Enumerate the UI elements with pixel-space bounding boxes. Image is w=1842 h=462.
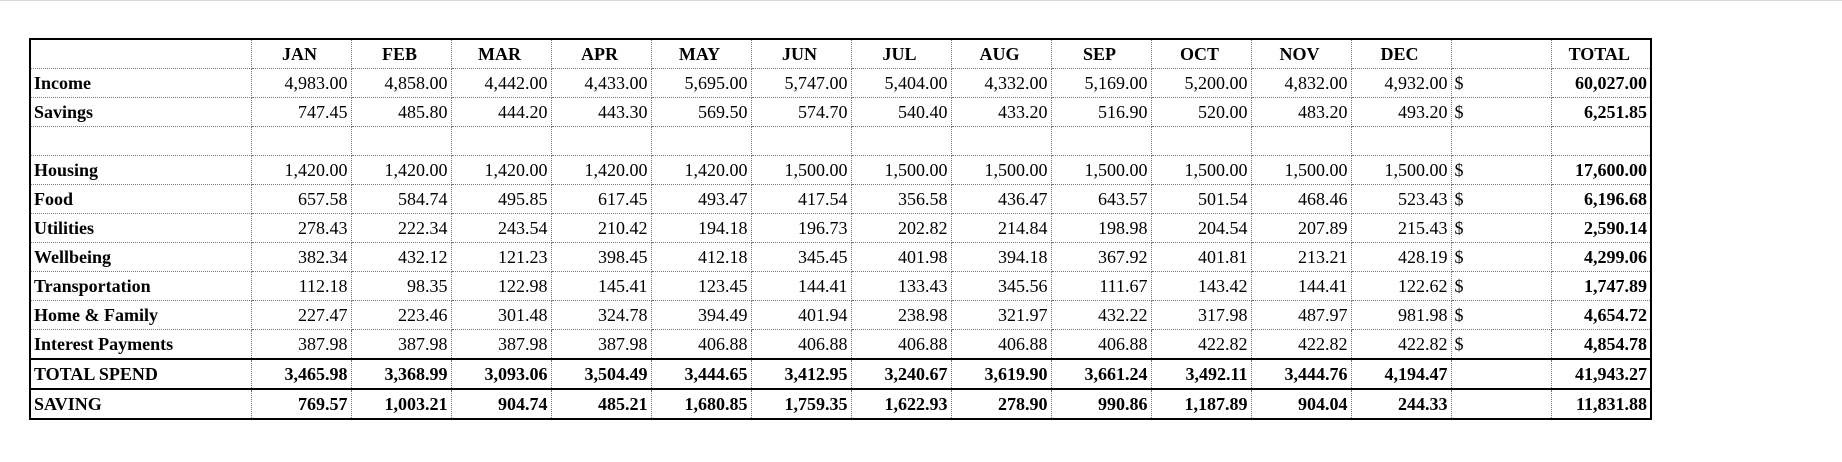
- row-total-cell: 2,590.14: [1551, 214, 1651, 243]
- row-total-cell: 11,831.88: [1551, 389, 1651, 419]
- header-cell-nov: NOV: [1251, 39, 1351, 69]
- month-value-cell: 406.88: [951, 330, 1051, 360]
- header-cell-label: [30, 39, 251, 69]
- month-value-cell: 214.84: [951, 214, 1051, 243]
- month-value-cell: 1,187.89: [1151, 389, 1251, 419]
- month-value-cell: 428.19: [1351, 243, 1451, 272]
- row-total-cell: 4,299.06: [1551, 243, 1651, 272]
- month-value-cell: [1151, 127, 1251, 156]
- month-value-cell: 1,500.00: [1251, 156, 1351, 185]
- table-row: [30, 272, 1651, 301]
- month-value-cell: 540.40: [851, 98, 951, 127]
- month-value-cell: 398.45: [551, 243, 651, 272]
- currency-symbol-cell: $: [1451, 243, 1551, 272]
- month-value-cell: 1,420.00: [351, 156, 451, 185]
- month-value-cell: 345.56: [951, 272, 1051, 301]
- row-total-cell: 17,600.00: [1551, 156, 1651, 185]
- month-value-cell: 433.20: [951, 98, 1051, 127]
- month-value-cell: [351, 127, 451, 156]
- table-row: [30, 185, 1651, 214]
- row-total-cell: 6,196.68: [1551, 185, 1651, 214]
- month-value-cell: 520.00: [1151, 98, 1251, 127]
- month-value-cell: 468.46: [1251, 185, 1351, 214]
- month-value-cell: 244.33: [1351, 389, 1451, 419]
- month-value-cell: 5,200.00: [1151, 69, 1251, 98]
- month-value-cell: 643.57: [1051, 185, 1151, 214]
- row-total-cell: 6,251.85: [1551, 98, 1651, 127]
- month-value-cell: 493.20: [1351, 98, 1451, 127]
- month-value-cell: 406.88: [1051, 330, 1151, 360]
- month-value-cell: 3,661.24: [1051, 359, 1151, 389]
- month-value-cell: 5,695.00: [651, 69, 751, 98]
- month-value-cell: 4,433.00: [551, 69, 651, 98]
- month-value-cell: 523.43: [1351, 185, 1451, 214]
- month-value-cell: 145.41: [551, 272, 651, 301]
- header-row: [30, 39, 1651, 69]
- month-value-cell: 4,442.00: [451, 69, 551, 98]
- table-body: [30, 69, 1651, 420]
- month-value-cell: 4,858.00: [351, 69, 451, 98]
- table-row: [30, 301, 1651, 330]
- month-value-cell: 1,500.00: [1051, 156, 1151, 185]
- month-value-cell: [251, 127, 351, 156]
- month-value-cell: 4,332.00: [951, 69, 1051, 98]
- month-value-cell: 223.46: [351, 301, 451, 330]
- row-label: Income: [30, 69, 251, 98]
- currency-symbol-cell: [1451, 127, 1551, 156]
- row-label: TOTAL SPEND: [30, 359, 251, 389]
- currency-symbol-cell: $: [1451, 156, 1551, 185]
- header-cell-oct: OCT: [1151, 39, 1251, 69]
- table-row: [30, 214, 1651, 243]
- row-label: Interest Payments: [30, 330, 251, 360]
- month-value-cell: [1251, 127, 1351, 156]
- month-value-cell: 204.54: [1151, 214, 1251, 243]
- month-value-cell: 345.45: [751, 243, 851, 272]
- header-cell-jun: JUN: [751, 39, 851, 69]
- currency-symbol-cell: $: [1451, 69, 1551, 98]
- month-value-cell: 432.22: [1051, 301, 1151, 330]
- month-value-cell: 301.48: [451, 301, 551, 330]
- month-value-cell: [1051, 127, 1151, 156]
- month-value-cell: 144.41: [751, 272, 851, 301]
- month-value-cell: 1,420.00: [451, 156, 551, 185]
- month-value-cell: 122.98: [451, 272, 551, 301]
- month-value-cell: 227.47: [251, 301, 351, 330]
- month-value-cell: 387.98: [251, 330, 351, 360]
- month-value-cell: 574.70: [751, 98, 851, 127]
- month-value-cell: 990.86: [1051, 389, 1151, 419]
- month-value-cell: 5,169.00: [1051, 69, 1151, 98]
- month-value-cell: 516.90: [1051, 98, 1151, 127]
- month-value-cell: 382.34: [251, 243, 351, 272]
- row-total-cell: 4,654.72: [1551, 301, 1651, 330]
- month-value-cell: 584.74: [351, 185, 451, 214]
- currency-symbol-cell: $: [1451, 214, 1551, 243]
- month-value-cell: 356.58: [851, 185, 951, 214]
- month-value-cell: 1,420.00: [651, 156, 751, 185]
- month-value-cell: 1,500.00: [1151, 156, 1251, 185]
- month-value-cell: 387.98: [351, 330, 451, 360]
- month-value-cell: 422.82: [1351, 330, 1451, 360]
- month-value-cell: 487.97: [1251, 301, 1351, 330]
- month-value-cell: 194.18: [651, 214, 751, 243]
- month-value-cell: 4,194.47: [1351, 359, 1451, 389]
- row-total-cell: 60,027.00: [1551, 69, 1651, 98]
- row-label: Utilities: [30, 214, 251, 243]
- month-value-cell: [951, 127, 1051, 156]
- month-value-cell: 4,983.00: [251, 69, 351, 98]
- month-value-cell: 981.98: [1351, 301, 1451, 330]
- header-cell-feb: FEB: [351, 39, 451, 69]
- month-value-cell: 1,420.00: [251, 156, 351, 185]
- month-value-cell: 1,500.00: [1351, 156, 1451, 185]
- month-value-cell: 207.89: [1251, 214, 1351, 243]
- row-label: Wellbeing: [30, 243, 251, 272]
- month-value-cell: 198.98: [1051, 214, 1151, 243]
- table-row: [30, 127, 1651, 156]
- month-value-cell: 1,003.21: [351, 389, 451, 419]
- month-value-cell: 98.35: [351, 272, 451, 301]
- month-value-cell: 485.80: [351, 98, 451, 127]
- currency-symbol-cell: $: [1451, 301, 1551, 330]
- month-value-cell: 317.98: [1151, 301, 1251, 330]
- table-row: [30, 98, 1651, 127]
- month-value-cell: 485.21: [551, 389, 651, 419]
- month-value-cell: 3,093.06: [451, 359, 551, 389]
- month-value-cell: 278.90: [951, 389, 1051, 419]
- month-value-cell: 278.43: [251, 214, 351, 243]
- month-value-cell: 444.20: [451, 98, 551, 127]
- row-label: Home & Family: [30, 301, 251, 330]
- month-value-cell: 483.20: [1251, 98, 1351, 127]
- month-value-cell: 3,492.11: [1151, 359, 1251, 389]
- month-value-cell: 3,619.90: [951, 359, 1051, 389]
- currency-symbol-cell: [1451, 389, 1551, 419]
- header-cell-aug: AUG: [951, 39, 1051, 69]
- month-value-cell: 617.45: [551, 185, 651, 214]
- month-value-cell: 133.43: [851, 272, 951, 301]
- month-value-cell: 112.18: [251, 272, 351, 301]
- month-value-cell: 432.12: [351, 243, 451, 272]
- month-value-cell: 3,240.67: [851, 359, 951, 389]
- month-value-cell: 493.47: [651, 185, 751, 214]
- month-value-cell: 501.54: [1151, 185, 1251, 214]
- table-row: [30, 156, 1651, 185]
- month-value-cell: [1351, 127, 1451, 156]
- month-value-cell: 569.50: [651, 98, 751, 127]
- month-value-cell: 495.85: [451, 185, 551, 214]
- month-value-cell: 4,932.00: [1351, 69, 1451, 98]
- row-label: Housing: [30, 156, 251, 185]
- month-value-cell: [551, 127, 651, 156]
- row-label: Savings: [30, 98, 251, 127]
- month-value-cell: 3,465.98: [251, 359, 351, 389]
- month-value-cell: 387.98: [451, 330, 551, 360]
- month-value-cell: 3,368.99: [351, 359, 451, 389]
- month-value-cell: 406.88: [751, 330, 851, 360]
- month-value-cell: 122.62: [1351, 272, 1451, 301]
- month-value-cell: 121.23: [451, 243, 551, 272]
- month-value-cell: 222.34: [351, 214, 451, 243]
- month-value-cell: 406.88: [651, 330, 751, 360]
- month-value-cell: 238.98: [851, 301, 951, 330]
- month-value-cell: 406.88: [851, 330, 951, 360]
- month-value-cell: 1,420.00: [551, 156, 651, 185]
- month-value-cell: 1,500.00: [751, 156, 851, 185]
- month-value-cell: 1,500.00: [951, 156, 1051, 185]
- month-value-cell: 1,622.93: [851, 389, 951, 419]
- header-cell-currency: [1451, 39, 1551, 69]
- month-value-cell: [751, 127, 851, 156]
- currency-symbol-cell: $: [1451, 330, 1551, 360]
- month-value-cell: 394.18: [951, 243, 1051, 272]
- month-value-cell: 111.67: [1051, 272, 1151, 301]
- row-label: Food: [30, 185, 251, 214]
- month-value-cell: 144.41: [1251, 272, 1351, 301]
- month-value-cell: 904.04: [1251, 389, 1351, 419]
- month-value-cell: 324.78: [551, 301, 651, 330]
- month-value-cell: 401.81: [1151, 243, 1251, 272]
- month-value-cell: 417.54: [751, 185, 851, 214]
- table-row: [30, 69, 1651, 98]
- budget-table: [29, 38, 1652, 420]
- month-value-cell: 394.49: [651, 301, 751, 330]
- month-value-cell: 1,500.00: [851, 156, 951, 185]
- month-value-cell: 401.94: [751, 301, 851, 330]
- month-value-cell: 215.43: [1351, 214, 1451, 243]
- month-value-cell: 412.18: [651, 243, 751, 272]
- table-row: [30, 243, 1651, 272]
- month-value-cell: 422.82: [1151, 330, 1251, 360]
- month-value-cell: 1,759.35: [751, 389, 851, 419]
- header-cell-total: TOTAL: [1551, 39, 1651, 69]
- month-value-cell: 196.73: [751, 214, 851, 243]
- header-cell-may: MAY: [651, 39, 751, 69]
- currency-symbol-cell: $: [1451, 98, 1551, 127]
- month-value-cell: 3,444.76: [1251, 359, 1351, 389]
- month-value-cell: 436.47: [951, 185, 1051, 214]
- table-row: [30, 389, 1651, 419]
- month-value-cell: 367.92: [1051, 243, 1151, 272]
- month-value-cell: 657.58: [251, 185, 351, 214]
- row-total-cell: 4,854.78: [1551, 330, 1651, 360]
- month-value-cell: 3,504.49: [551, 359, 651, 389]
- month-value-cell: 3,412.95: [751, 359, 851, 389]
- month-value-cell: [851, 127, 951, 156]
- month-value-cell: 401.98: [851, 243, 951, 272]
- month-value-cell: 210.42: [551, 214, 651, 243]
- month-value-cell: 202.82: [851, 214, 951, 243]
- month-value-cell: 143.42: [1151, 272, 1251, 301]
- month-value-cell: 769.57: [251, 389, 351, 419]
- header-cell-apr: APR: [551, 39, 651, 69]
- row-total-cell: [1551, 127, 1651, 156]
- month-value-cell: 5,404.00: [851, 69, 951, 98]
- header-cell-sep: SEP: [1051, 39, 1151, 69]
- currency-symbol-cell: $: [1451, 185, 1551, 214]
- month-value-cell: [651, 127, 751, 156]
- row-total-cell: 41,943.27: [1551, 359, 1651, 389]
- month-value-cell: 4,832.00: [1251, 69, 1351, 98]
- currency-symbol-cell: $: [1451, 272, 1551, 301]
- month-value-cell: 747.45: [251, 98, 351, 127]
- header-cell-dec: DEC: [1351, 39, 1451, 69]
- row-label: Transportation: [30, 272, 251, 301]
- month-value-cell: 387.98: [551, 330, 651, 360]
- row-label: SAVING: [30, 389, 251, 419]
- month-value-cell: 213.21: [1251, 243, 1351, 272]
- month-value-cell: 904.74: [451, 389, 551, 419]
- row-label: [30, 127, 251, 156]
- header-cell-mar: MAR: [451, 39, 551, 69]
- month-value-cell: 3,444.65: [651, 359, 751, 389]
- month-value-cell: 1,680.85: [651, 389, 751, 419]
- header-cell-jan: JAN: [251, 39, 351, 69]
- month-value-cell: [451, 127, 551, 156]
- month-value-cell: 321.97: [951, 301, 1051, 330]
- month-value-cell: 5,747.00: [751, 69, 851, 98]
- top-divider: [0, 0, 1842, 1]
- month-value-cell: 422.82: [1251, 330, 1351, 360]
- header-cell-jul: JUL: [851, 39, 951, 69]
- row-total-cell: 1,747.89: [1551, 272, 1651, 301]
- table-row: [30, 359, 1651, 389]
- table-row: [30, 330, 1651, 360]
- currency-symbol-cell: [1451, 359, 1551, 389]
- month-value-cell: 443.30: [551, 98, 651, 127]
- month-value-cell: 123.45: [651, 272, 751, 301]
- month-value-cell: 243.54: [451, 214, 551, 243]
